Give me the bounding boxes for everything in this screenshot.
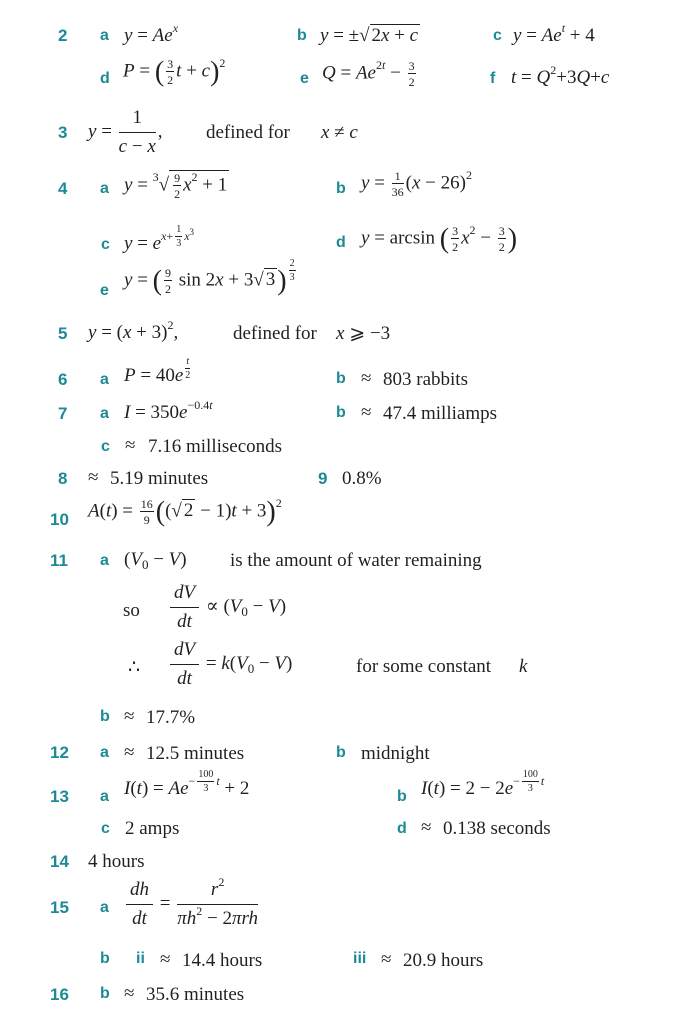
q2e-label: e xyxy=(300,70,309,87)
q11a-label: a xyxy=(100,552,109,569)
q7b-answer: 47.4 milliamps xyxy=(383,403,497,424)
q9-answer: 0.8% xyxy=(342,468,382,489)
q11a-expr: $(V_0 - V)$ xyxy=(124,549,187,572)
q4c-answer: $y = e^{x+ \frac{1}{3} x^3}$ xyxy=(124,224,195,254)
q3-defined-text: defined for xyxy=(206,122,290,143)
q15bii-label: ii xyxy=(136,950,145,967)
q13a-answer: $I(t) = Ae^{- \frac{100}{3} t} + 2$ xyxy=(124,769,250,799)
q13d-approx: ≈ xyxy=(421,817,432,838)
q13d-label: d xyxy=(397,820,407,837)
q10-answer: A(t) = $\frac{16}{9}$ ((√ 2 − 1)t + 3)$^2$ xyxy=(88,496,282,528)
q11a-text: is the amount of water remaining xyxy=(230,550,482,571)
q15bii-approx: ≈ xyxy=(160,949,171,970)
q7c-answer: 7.16 milliseconds xyxy=(148,436,283,457)
q11b-approx: ≈ xyxy=(124,706,135,727)
q3-number: 3 xyxy=(58,123,68,142)
q5-defined-text: defined for xyxy=(233,323,317,344)
q11-number: 11 xyxy=(50,551,68,570)
q4e-answer: y = ( $\frac{9}{2}$ sin 2x + 3√ 3) $\frac{2}{3}$ xyxy=(124,258,295,297)
q6a-label: a xyxy=(100,371,109,388)
q8-answer: 5.19 minutes xyxy=(110,468,209,489)
q2a-label: a xyxy=(100,27,109,44)
q4-number: 4 xyxy=(58,179,68,198)
q8-approx: ≈ xyxy=(88,467,99,488)
q16b-label: b xyxy=(100,985,110,1002)
q2e-answer: $Q = Ae^{2t}$ − $\frac{3}{2}$ xyxy=(322,58,415,89)
q13d-answer: 0.138 seconds xyxy=(443,818,551,839)
q3-condition: x ≠ c xyxy=(321,122,358,143)
q9-number: 9 xyxy=(318,469,328,488)
q11b-label: b xyxy=(100,708,110,725)
q2f-label: f xyxy=(490,70,496,87)
q7c-label: c xyxy=(101,438,110,455)
q6-number: 6 xyxy=(58,370,68,389)
q5-condition: x ⩾ −3 xyxy=(336,323,391,344)
q13c-label: c xyxy=(101,820,110,837)
q7b-label: b xyxy=(336,404,346,421)
q4a-answer: y = $^3$√ $\frac{9}{2}$ $x^2 + 1$ xyxy=(124,170,228,201)
q4a-label: a xyxy=(100,180,109,197)
q10-number: 10 xyxy=(50,510,69,529)
q2b-answer: y = ±√ 2x + c xyxy=(320,25,419,46)
q15a-answer: $\frac{dh}{dt}$ = $\frac{r^2}{\pi h^2 - 2\pi rh}$ xyxy=(124,880,260,929)
q3-answer: y = $\frac{1}{c - x}$ , xyxy=(88,107,163,157)
q15biii-approx: ≈ xyxy=(381,949,392,970)
q12b-label: b xyxy=(336,744,346,761)
q4e-label: e xyxy=(100,282,109,299)
q15-number: 15 xyxy=(50,898,69,917)
q2b-label: b xyxy=(297,27,307,44)
q2c-answer: $y = Ae^t + 4$ xyxy=(513,21,595,46)
q6b-label: b xyxy=(336,370,346,387)
q12-number: 12 xyxy=(50,743,69,762)
q4d-label: d xyxy=(336,234,346,251)
q15a-label: a xyxy=(100,899,109,916)
q4c-label: c xyxy=(101,236,110,253)
q11-constant-k: k xyxy=(519,656,528,677)
q11-so-text: so xyxy=(123,600,140,621)
q11-equation: $\frac{dV}{dt}$ = $k(V_0 - V)$ xyxy=(168,640,292,689)
q2a-answer: $y = Ae^x$ xyxy=(124,21,179,46)
q16-number: 16 xyxy=(50,985,69,1004)
q15biii-label: iii xyxy=(353,950,367,967)
q13-number: 13 xyxy=(50,787,69,806)
q5-number: 5 xyxy=(58,324,68,343)
q8-number: 8 xyxy=(58,469,68,488)
q2d-answer: P = ( $\frac{3}{2}$ t + c)$^2$ xyxy=(123,56,226,88)
q2f-answer: $t = Q^2+3Q+c$ xyxy=(511,63,610,88)
q15bii-answer: 14.4 hours xyxy=(182,950,263,971)
q15b-label: b xyxy=(100,950,110,967)
q2-number: 2 xyxy=(58,26,68,45)
q5-answer: $y = (x + 3)^2$, xyxy=(88,318,179,343)
q13b-label: b xyxy=(397,788,407,805)
q12a-approx: ≈ xyxy=(124,742,135,763)
q2d-label: d xyxy=(100,70,110,87)
q11b-answer: 17.7% xyxy=(146,707,196,728)
q13b-answer: $I(t) = 2 - 2e^{- \frac{100}{3} t}$ xyxy=(421,769,545,799)
q6a-answer: P = 40e $^{\frac{t}{2}}$ xyxy=(124,356,191,386)
q4b-answer: y = $\frac{1}{36}$ $(x - 26)^2$ xyxy=(361,168,472,199)
q7b-approx: ≈ xyxy=(361,402,372,423)
q16b-approx: ≈ xyxy=(124,983,135,1004)
q4d-answer: y = arcsin ( $\frac{3}{2}$ $x^2$ − $\frac{3}{2}$ ) xyxy=(361,223,518,255)
q7a-answer: $I = 350e^{-0.4t}$ xyxy=(124,398,213,423)
q12b-answer: midnight xyxy=(361,743,430,764)
q6b-answer: 803 rabbits xyxy=(383,369,468,390)
q7c-approx: ≈ xyxy=(125,435,136,456)
q12a-label: a xyxy=(100,744,109,761)
q14-number: 14 xyxy=(50,852,69,871)
q7-number: 7 xyxy=(58,404,68,423)
q11-proportional: $\frac{dV}{dt}$ ∝ $(V_0 - V)$ xyxy=(168,583,286,632)
q15biii-answer: 20.9 hours xyxy=(403,950,484,971)
q11-therefore: ∴ xyxy=(128,657,141,678)
q11-constant-text: for some constant xyxy=(356,656,492,677)
q13c-answer: 2 amps xyxy=(125,818,180,839)
q4b-label: b xyxy=(336,180,346,197)
q13a-label: a xyxy=(100,788,109,805)
q2c-label: c xyxy=(493,27,502,44)
q6b-approx: ≈ xyxy=(361,368,372,389)
q12a-answer: 12.5 minutes xyxy=(146,743,245,764)
q16b-answer: 35.6 minutes xyxy=(146,984,245,1005)
q14-answer: 4 hours xyxy=(88,851,145,872)
q7a-label: a xyxy=(100,405,109,422)
